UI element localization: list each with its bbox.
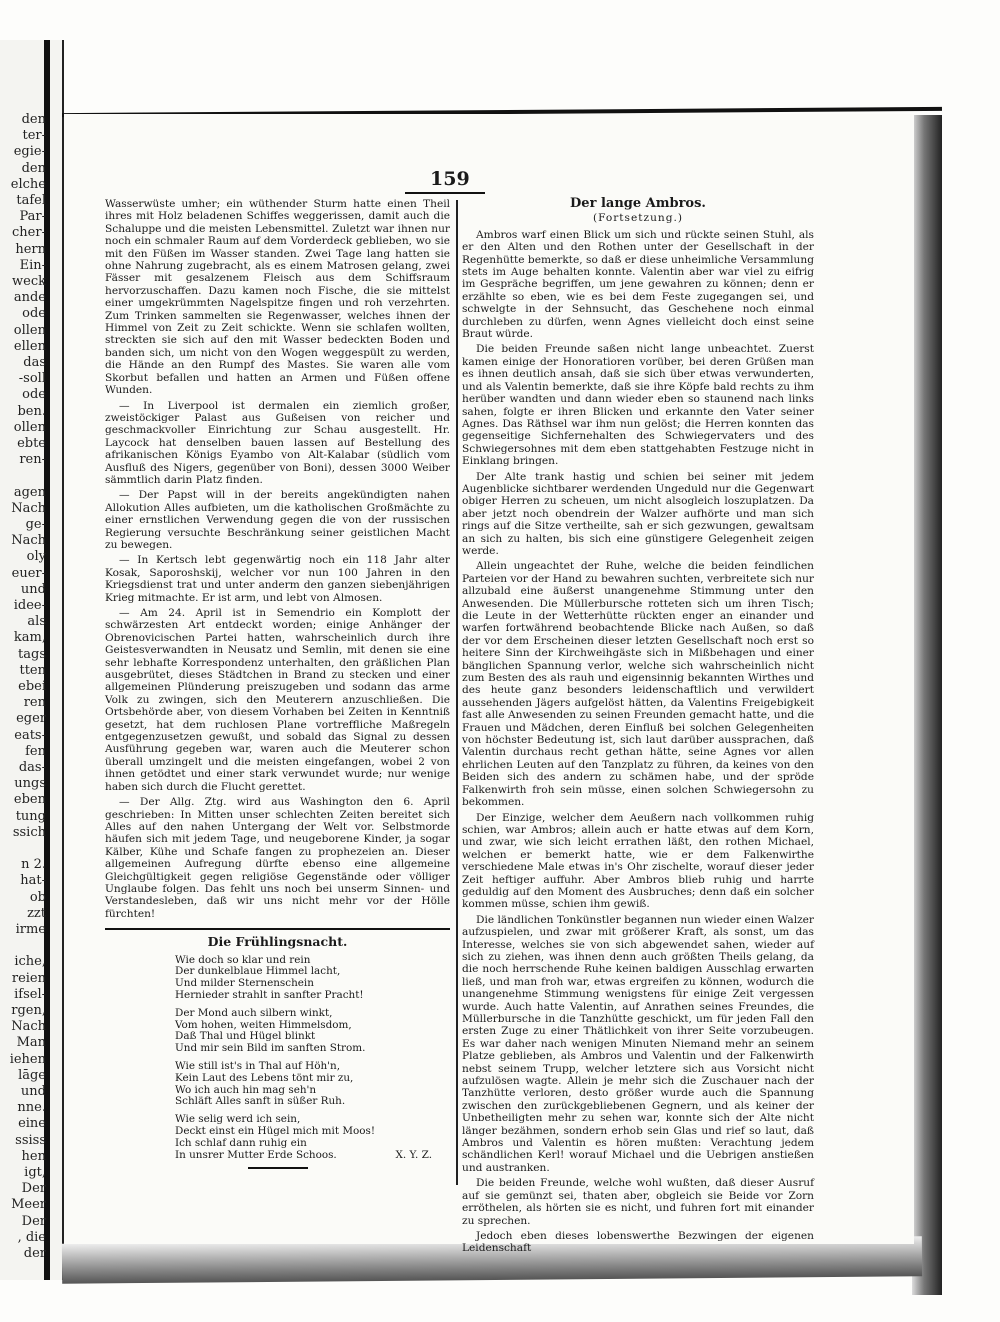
previous-page-fragment: igt, [24,1165,46,1180]
news-paragraph: — In Kertsch lebt gegenwärtig noch ein 118 Jahr alter Kosak, Saporoshskij, welcher vor nun 100 Jahren in den Kriegsdienst trat und unter anderm den ganzen siebenjährigen Krieg mitmachte. Er ist arm, und lebt von Almosen. [105,554,450,604]
poem-line: Ich schlaf dann ruhig ein [175,1136,307,1149]
news-paragraph: Wasserwüste umher; ein wüthender Sturm hatte einen Theil ihres mit Holz beladenen Schiffes weggerissen, damit auch die Schaluppe und die meisten Lebensmittel. Zuletzt war ihnen nur noch ein schmaler Raum auf dem Vorderdeck geblieben, wo sie mit den Füßen im Wasser standen. Zwei Tage lang hatten sie ohne Nahrung zugebracht, als es einem Matrosen gelang, zwei Fässer mit gesalzenem Fleisch aus dem Schiffsraum hervorzuschaffen. Dazu kamen noch Fische, die sie mittelst einer umgekrümmten Nagelspitze fingen und roh verzehrten. Zum Trinken sammelten sie Regenwasser, welches ihnen der Himmel von Zeit zu Zeit schickte. Wenn sie schlafen wollten, streckten sie sich auf den mit Wasser bedeckten Boden und banden sich, um nicht von den Wogen weggespült zu werden, die Hände an den Rumpf des Mastes. Sie waren alle vom Skorbut befallen und hatten an Armen und Füßen offene Wunden. [105,198,450,397]
page-number-rule [405,192,485,194]
poem-line: Wo ich auch hin mag seh'n [175,1083,317,1096]
previous-page-fragment: oly [26,549,46,565]
poem-line: Der dunkelblaue Himmel lacht, [175,965,341,978]
story-paragraph: Der Alte trank hastig und schien bei seiner mit jedem Augenblicke sichtbarer werdenden Ungeduld nur die Gegenwart obiger Herren zu scheuen, um nicht alsogleich loszuplatzen. Da aber jetzt noch obendrein der Walzer aufhörte und man sich rings auf die Sitze vertheilte, sah er sich gezwungen, gewaltsam an sich zu halten, bis sich eine günstigere Gelegenheit zeigen werde. [462,470,814,557]
poem-line: Wie still ist's in Thal auf Höh'n, [175,1059,341,1072]
previous-page-fragment: ebte [17,436,46,451]
previous-page-fragment: egie- [13,144,46,160]
previous-page-fragment: iche, [14,954,46,970]
previous-page-fragment: tten [19,662,46,678]
previous-page-fragment: Man [16,1035,46,1051]
previous-page-fragment: eats- [14,727,46,743]
previous-page-fragment: Nach [11,500,46,516]
previous-page-fragment: tafel [16,193,46,208]
previous-page-fragment: -soll [18,371,46,387]
poem-separator [105,928,450,930]
previous-page-fragment: hat- [20,873,46,889]
previous-page-fragment: ben. [17,403,46,419]
previous-page-fragment: irme [15,922,46,937]
poem-stanza [175,955,450,1002]
previous-page-fragment: ollen [13,419,46,435]
poem-line: Der Mond auch silbern winkt, [175,1006,333,1019]
poem-line: Und mir sein Bild im sanften Strom. [175,1042,366,1055]
previous-page-fragment: als [27,614,46,630]
poem-signature: X. Y. Z. [395,1148,432,1161]
previous-page-fragment: das- [18,760,46,775]
previous-page-fragment: lāge [18,1067,46,1083]
story-paragraph: Jedoch eben dieses lobenswerthe Bezwingen der eigenen Leidenschaft [462,1229,814,1255]
previous-page-fragment: Der [21,1213,46,1229]
story-paragraph: Ambros warf einen Blick um sich und rückte seinen Stuhl, als er den Alten und den Rothen unter der Gesellschaft in der Regenhütte bemerkte, so daß er diese unheimliche Versammlung stets im Auge behalten konnte. Valentin aber war viel zu eifrig im Gespräche begriffen, um jene gewahren zu können; denn er erzählte so eben, wie es bei dem Feste zugegangen sei, und schwelgte in der Sehnsucht, das Geschehene noch einmal durchleben zu dürfen, wenn Agnes vielleicht doch einst seine Braut würde. [462,228,814,341]
previous-page-fragment: tung [15,808,46,824]
previous-page-fragment: nne. [17,1100,46,1116]
previous-page-fragment: zzt [27,905,46,921]
previous-page-fragment: ifsel- [14,986,46,1002]
previous-page-fragment: , die [17,1229,46,1245]
previous-page-fragment: ode [22,387,46,403]
previous-page-fragment: euer- [11,565,46,581]
story-paragraph: Allein ungeachtet der Ruhe, welche die beiden feindlichen Parteien vor der Hand zu bewahren suchten, verbreitete sich nur allzubald eine äußerst unangenehme Stimmung unter den Anwesenden. Die Müllerbursche rotteten sich um ihren Tisch; die Leute in der Wetterhütte rückten enger an einander und warfen fortwährend beobachtende Blicke nach Außen, so daß der vor dem Erscheinen dieser letzten Gesellschaft noch erst so heitere Sinn der Kirchweihgäste sich in Mißbehagen und einer bänglichen Spannung verlor, welche sich wahrscheinlich nicht zum Besten des als rauh und eigensinnig bekannten Wirthes und des heute ganz besonders leidenschaftlich und verwildert aussehenden Jägers aufgelöst hätten, da Valentins Freigebigkeit fast alle Anwesenden zu seinen Freunden gemacht hatte, und die Frauen und Mädchen, deren Einfluß bei solchen Gelegenheiten von höchster Bedeutung ist, sich laut darüber aussprachen, daß Valentin durchaus recht gethan hätte, seine Agnes vor allen ehrlichen Leuten auf den Tanzplatz zu führen, da keines von den Beiden sich des andern zu schämen habe, und der spröde Falkenwirth froh sein müsse, einen solchen Schwiegersohn zu bekommen. [462,560,815,809]
poem-line: Kein Laut des Lebens tönt mir zu, [175,1071,354,1084]
poem-line: Deckt einst ein Hügel mich mit Moos! [175,1124,375,1137]
story-paragraph: Die beiden Freunde, welche wohl wußten, daß dieser Ausruf auf sie gemünzt sei, thaten aber, obgleich sie Beide vor Zorn erröthelen, als hörten sie es nicht, und fuhren fort mit einander zu sprechen. [462,1177,814,1227]
previous-page-fragment: agen [13,484,46,500]
previous-page-fragment: ter- [22,128,46,144]
previous-page-fragment: eine [18,1116,46,1132]
previous-page-fragment: ollen [13,322,46,338]
previous-page-fragment: den [21,112,46,127]
previous-page-fragment: den [21,160,46,176]
previous-page-fragment: ellen [13,338,46,354]
previous-page-fragment: cher- [12,225,46,241]
left-column [105,198,450,1169]
end-rule [248,1167,308,1169]
previous-page-fragment: rgen, [11,1003,46,1018]
previous-page-fragment: n 2. [21,857,46,873]
previous-page-fragment: ren- [19,452,46,468]
previous-page-fragment: tags [18,646,46,662]
right-page-edge [912,115,942,1295]
previous-page-fragment: das [23,355,46,370]
poem-stanza [175,1061,450,1108]
right-column [462,198,814,1258]
page-number: 159 [430,168,470,190]
poem-line: Wie selig werd ich sein, [175,1113,301,1126]
poem-line: Schläft Alles sanft in süßer Ruh. [175,1095,346,1108]
previous-page-fragment: und [20,1084,46,1099]
story-paragraph: Die ländlichen Tonkünstler begannen nun wieder einen Walzer aufzuspielen, und zwar mit größerer Kraft, als sonst, um das Interesse, welches sie von sich abgewendet sahen, wieder auf sich zu ziehen, was ihnen denn auch größten Theils gelang, da die noch herrschende Ruhe keinen baldigen Ausschlag erwarten ließ, und man froh war, etwas ergreifen zu können, wodurch die unangenehme Stimmung wenigstens für einige Zeit vergessen wurde. Auch hatte Valentin, auf Anrathen seines Freundes, die Müllerbursche in die Tanzhütte geschickt, um für jeden Fall den ersten Zuge zu einer Thätlichkeit von ihrer Seite vorzubeugen. Es war daher nach wenigen Minuten Niemand mehr an seinem Platze geblieben, als Ambros und Valentin und der Falkenwirth nebst seinem Trupp, welcher letztere sich aus Vorsicht nicht aufzulösen wagte. Allein je mehr sich die Zuschauer nach der Tanzhütte verloren, desto größer wurde auch die Spannung zwischen den zurückgebliebenen Gegnern, und als keiner der Unbetheiligten mehr zu sehen war, konnte sich der Alte nicht länger bezähmen, sondern erhob sein Glas und rief so laut, daß Ambros und Valentin es hören mußten: Verachtung jedem schändlichen Kerl! worauf Michael und die Uebrigen anstießen und austranken. [462,913,814,1174]
poem-line: Daß Thal und Hügel blinkt [175,1030,316,1043]
previous-page-fragment: und [20,581,46,597]
poem-line: Wie doch so klar und rein [175,953,311,966]
story-subtitle: (Fortsetzung.) [592,212,684,225]
poem-stanza [175,1114,450,1161]
previous-page-fragment: eger [16,711,46,727]
previous-page-fragment: Ein- [19,257,46,273]
previous-page-fragment: ode [22,306,46,322]
previous-page-fragment: ren [23,695,46,711]
poem-stanza [175,1008,450,1055]
previous-page-fragment: idee- [13,598,46,613]
story-title: Der lange Ambros. [570,196,706,211]
column-divider [456,200,458,1185]
previous-page-fragment: elche [10,176,46,192]
previous-page-fragment: ssiss [15,1132,46,1148]
previous-page-fragment: Meer [11,1197,46,1213]
poem-title: Die Frühlingsnacht. [207,934,348,950]
poem-line: Vom hohen, weiten Himmelsdom, [175,1018,352,1031]
news-paragraph: — In Liverpool ist dermalen ein ziemlich großer, zweistöckiger Palast aus Gußeisen von reicher und geschmackvoller Einrichtung zur Schau ausgestellt. Hr. Laycock hat denselben bauen lassen auf Bestellung des afrikanischen Königs Eyambo von Alt-Kalabar (südlich vom Ausfluß des Nigers, gegenüber von Boni), dessen 3000 Weiber sämmtlich darin Platz finden. [105,399,450,486]
previous-page-fragment: Der [21,1181,46,1197]
news-paragraph: — Der Allg. Ztg. wird aus Washington den 6. April geschrieben: In Mitten unser schlechten Zeiten bereitet sich Alles auf den nahen Untergang der Welt vor. Selbstmorde häufen sich mit jedem Tage, und neugeborene Kinder, ja sogar Kälber, Kühe und Schafe fangen zu prophezeien an. Dieser allgemeinen Aufregung dürfte ebenso eine allgemeine Gleichgültigkeit gegen religiöse Gegenstände oder völliger Unglaube folgen. Das fehlt uns noch bei unserm Sinnen- und Verstandesleben, daß wir uns nicht mehr vor der Hölle fürchten! [105,796,450,920]
previous-page-fragment: hern [15,241,46,257]
previous-page-edge [0,40,64,1280]
previous-page-fragment: Par- [19,209,46,225]
previous-page-fragment: hen [21,1148,46,1164]
news-paragraph: — Am 24. April ist in Semendrio ein Komplott der schwärzesten Art entdeckt worden; einige Anhänger der Obrenovicischen Partei hatten, wahrscheinlich durch ihre Geistesverwandten in Neusatz und Semlin, mit denen sie eine sehr lebhafte Korrespondenz unterhalten, den gräßlichen Plan ausgebrütet, dieses Städtchen in Brand zu stecken und einer allgemeinen Plünderung preiszugeben und sodann das arme Volk zu zwingen, sich den Meuterern anzuschließen. Die Ortsbehörde aber, von diesem Vorhaben bei Zeiten in Kenntniß gesetzt, hat dem ruchlosen Plane vortreffliche Maßregeln entgegenzusetzen gewußt, und sobald das Signal zu dessen Ausführung gegeben war, waren auch die Meuterer schon überall umzingelt und die meisten eingefangen, wobei 2 von ihnen getödtet und einer stark verwundet wurde; nur wenige haben sich durch die Flucht gerettet. [105,607,450,793]
previous-page-fragment: iehen [9,1051,46,1067]
poem-line: Hernieder strahlt in sanfter Pracht! [175,988,364,1001]
previous-page-fragment: ob [29,889,46,905]
poem-line: In unsrer Mutter Erde Schoos. [175,1148,337,1161]
previous-page-fragment: ande [13,290,46,306]
poem-line: Und milder Sternenschein [175,977,314,990]
previous-page-fragment: weck [12,274,46,289]
previous-page-fragment: Nach [11,1019,46,1035]
previous-page-fragment: ssich [12,824,46,840]
previous-page-fragment: ebei [18,679,46,694]
previous-page-fragment: ge- [25,517,46,532]
previous-page-fragment: kam, [13,630,46,646]
previous-page-fragment: Nach [11,533,46,549]
previous-page-fragment: fen [25,743,46,759]
news-paragraph: — Der Papst will in der bereits angekündigten nahen Allokution Alles aufbieten, um die katholischen Großmächte zu einer ernstlichen Verwendung gegen die von der russischen Regierung versuchte Beschränkung seiner geistlichen Macht zu bewegen. [105,489,450,551]
previous-page-fragment: eben [13,792,46,808]
story-paragraph: Die beiden Freunde saßen nicht lange unbeachtet. Zuerst kamen einige der Honoratioren vorüber, bei deren Grüßen man es ihnen deutlich ansah, daß sie sich über etwas verwunderten, und als Valentin bemerkte, daß sie ihre Köpfe bald rechts zu ihm herüber wandten und dann wieder eben so staunend nach links sahen, folgte er ihren Blicken und erkannte den Vater seiner Agnes. Das Räthsel war ihm nun gelöst; die Herren konnten das gegenseitige Sichfernehalten des Schwiegervaters und des Schwiegersohnes mit dem eben stattgehabten Festzuge nicht in Einklang bringen. [462,343,814,468]
previous-page-fragment: reien [11,970,46,986]
story-paragraph: Der Einzige, welcher dem Aeußern nach vollkommen ruhig schien, war Ambros; allein auch er hatte etwas auf dem Korn, und zwar, wie sich leicht errathen läßt, den rothen Michael, welchen er bemerkt hatte, wie er dem Falkenwirthe verschiedene Male etwas in's Ohr zischelte, worauf dieser jeder Zeit heftiger auffuhr. Aber Ambros blieb ruhig und harrte geduldig auf den Moment des Ausbruches; denn daß ein solcher kommen müsse, schien ihm gewiß. [462,811,814,911]
previous-page-fragment: der [23,1246,46,1261]
previous-page-fragment: ungs [14,776,46,792]
